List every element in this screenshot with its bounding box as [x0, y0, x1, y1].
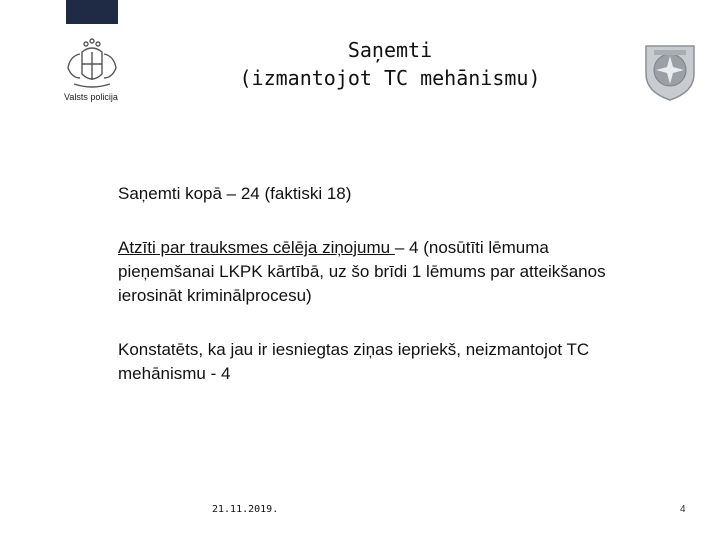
page-title — [180, 36, 600, 92]
page-number: 4 — [680, 504, 686, 515]
title-line-1: Saņemti — [347, 38, 433, 62]
paragraph-previous: Konstatēts, ka jau ir iesniegtas ziņas iepriekš, neizmantojot TC mehānismu - 4 — [118, 340, 590, 383]
top-accent-bar — [66, 0, 118, 24]
footer-date: 21.11.2019. — [212, 504, 279, 515]
paragraph-total: Saņemti kopā – 24 (faktiski 18) — [118, 184, 352, 203]
paragraph-whistleblower — [118, 236, 638, 308]
title-line-2: (izmantojot TC mehānismu) — [239, 66, 541, 90]
paragraph-rest: – 4 (nosūtīti lēmuma pieņemšanai LKPK kārtībā, uz šo brīdi 1 lēmums par atteikšanos ierosināt kriminālprocesu) — [118, 238, 606, 305]
main-content — [118, 182, 638, 416]
logo-caption: Valsts policija — [64, 92, 118, 102]
underlined-phrase: Atzīti par trauksmes cēlēja ziņojumu — [118, 238, 395, 257]
state-police-badge-icon — [640, 40, 700, 102]
